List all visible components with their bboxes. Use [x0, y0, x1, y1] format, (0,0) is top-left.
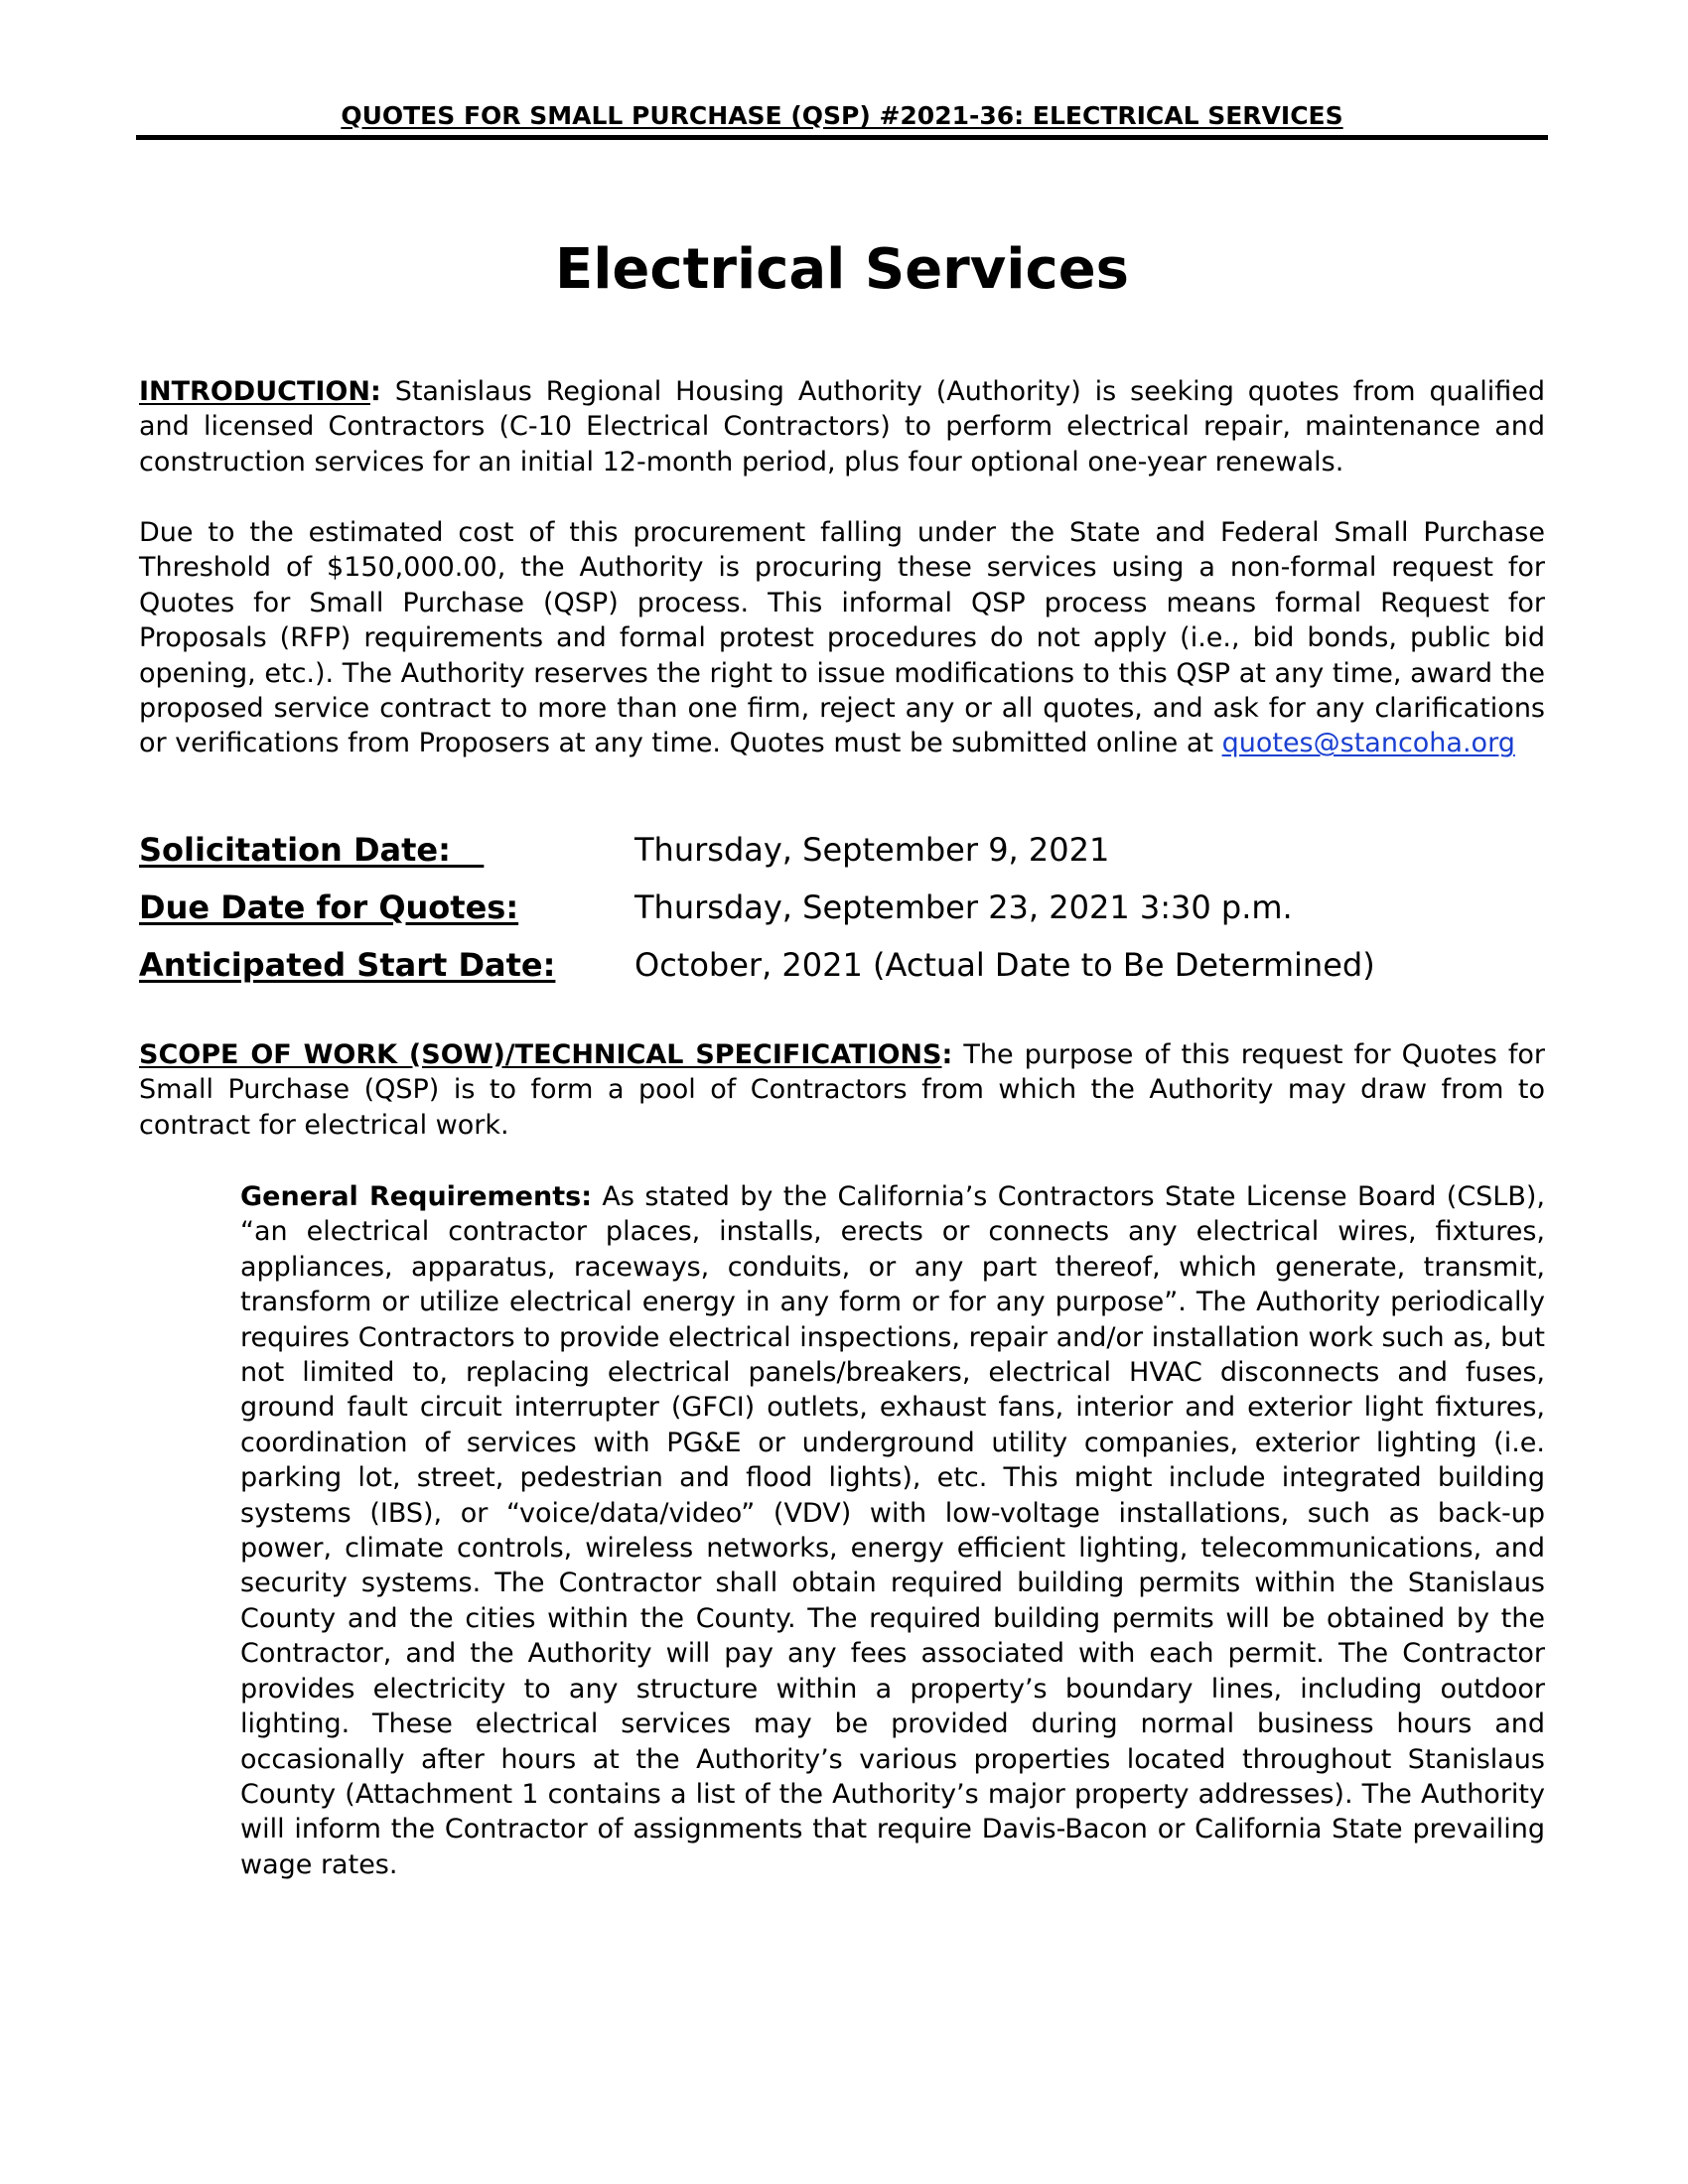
solicitation-date-label: Solicitation Date: — [139, 831, 485, 869]
general-requirements-text: As stated by the California’s Contractors State License Board (CSLB), “an electrical contractor places, installs, erects or connects any electrical wires, fixtures, appliances, apparatus, raceways, conduits, or any part thereof, which generate, transmit, transform or utilize electrical energy in any form or for any purpose”. The Authority periodically requires Contractors to provide electrical inspections, repair and/or installation work such as, but not limited to, replacing electrical panels/breakers, electrical HVAC disconnects and fuses, ground fault circuit interrupter (GFCI) outlets, exhaust fans, interior and exterior light fixtures, coordination of services with PG&E or underground utility companies, exterior lighting (i.e. parking lot, street, pedestrian and flood lights), etc. This might include integrated building systems (IBS), or “voice/data/video” (VDV) with low-voltage installations, such as back-up power, climate controls, wireless networks, energy efficient lighting, telecommunications, and security systems. The Contractor shall obtain required building permits within the Stanislaus County and the cities within the County. The required building permits will be obtained by the Contractor, and the Authority will pay any fees associated with each permit. The Contractor provides electricity to any structure within a property’s boundary lines, including outdoor lighting. These electrical services may be provided during normal business hours and occasionally after hours at the Authority’s various properties located throughout Stanislaus County (Attachment 1 contains a list of the Authority’s major property addresses). The Authority will inform the Contractor of assignments that require Davis-Bacon or California State prevailing wage rates. — [240, 1181, 1545, 1880]
procurement-paragraph — [139, 515, 1545, 761]
scope-heading: SCOPE OF WORK (SOW)/TECHNICAL SPECIFICATIONS — [139, 1039, 942, 1070]
due-date-row — [139, 886, 1545, 943]
procurement-text: Due to the estimated cost of this procurement falling under the State and Federal Small Purchase Threshold of $150,000.00, the Authority is procuring these services using a non-formal request for Quotes for Small Purchase (QSP) process. This informal QSP process means formal Request for Proposals (RFP) requirements and formal protest procedures do not apply (i.e., bid bonds, public bid opening, etc.). The Authority reserves the right to issue modifications to this QSP at any time, award the proposed service contract to more than one firm, reject any or all quotes, and ask for any clarifications or verifications from Proposers at any time. Quotes must be submitted online at — [139, 517, 1545, 759]
start-date-label: Anticipated Start Date: — [139, 946, 556, 984]
scope-colon: : — [941, 1039, 953, 1070]
solicitation-date-row — [139, 828, 1545, 886]
introduction-colon: : — [369, 376, 381, 407]
key-dates — [139, 828, 1545, 1001]
introduction-paragraph — [139, 374, 1545, 479]
introduction-heading: INTRODUCTION — [139, 376, 370, 407]
due-date-label: Due Date for Quotes: — [139, 888, 519, 926]
header-text: QUOTES FOR SMALL PURCHASE (QSP) #2021-36: ELECTRICAL SERVICES — [341, 101, 1343, 130]
scope-paragraph — [139, 1037, 1545, 1143]
solicitation-date-value: Thursday, September 9, 2021 — [634, 831, 1110, 869]
scope-text: The purpose of this request for Quotes for Small Purchase (QSP) is to form a pool of Contractors from which the Authority may draw from to contract for electrical work. — [139, 1039, 1546, 1141]
introduction-text: Stanislaus Regional Housing Authority (Authority) is seeking quotes from qualified and licensed Contractors (C-10 Electrical Contractors) to perform electrical repair, maintenance and construction services for an initial 12-month period, plus four optional one-year renewals. — [139, 376, 1545, 478]
document-header — [136, 97, 1548, 140]
start-date-value: October, 2021 (Actual Date to Be Determined) — [634, 946, 1375, 984]
page-title: Electrical Services — [554, 237, 1130, 302]
general-requirements-heading: General Requirements: — [240, 1181, 592, 1212]
due-date-value: Thursday, September 23, 2021 3:30 p.m. — [634, 888, 1293, 926]
start-date-row — [139, 943, 1545, 1001]
quotes-email-link[interactable]: quotes@stancoha.org — [1221, 728, 1515, 759]
general-requirements-paragraph — [240, 1179, 1545, 1882]
